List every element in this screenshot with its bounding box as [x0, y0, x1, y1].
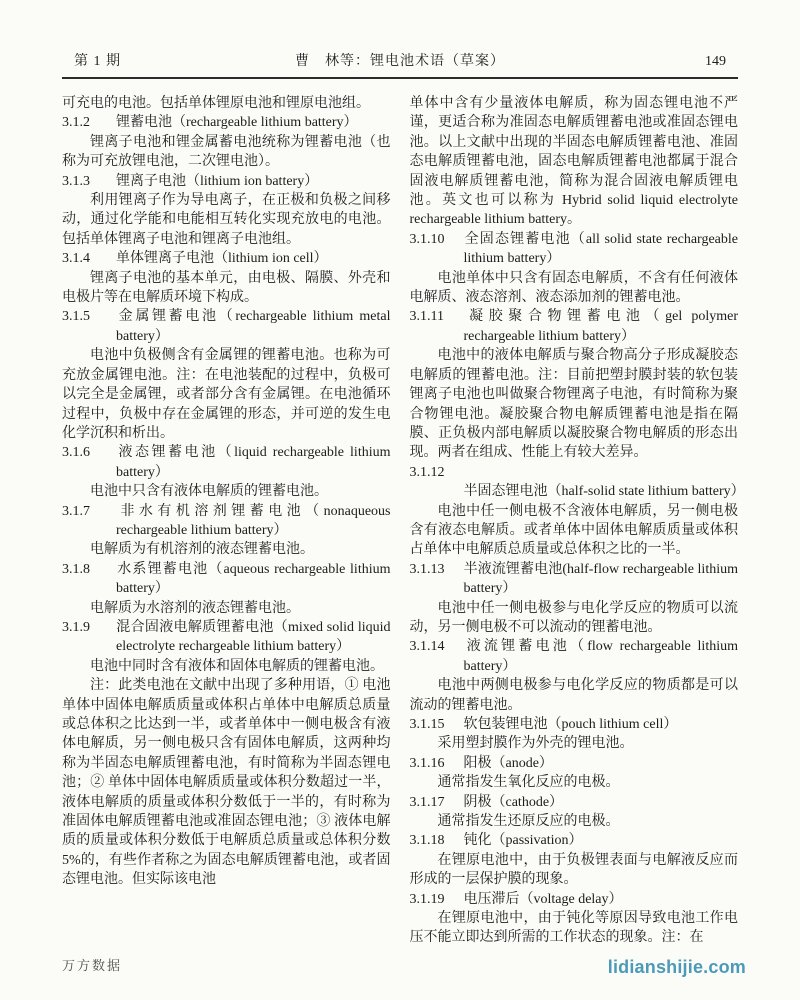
term-text: 锂离子电池（lithium ion battery） [116, 173, 319, 189]
paragraph: 电解质为有机溶剂的液态锂蓄电池。 [90, 542, 314, 558]
term-text: 阳极（anode） [463, 755, 553, 771]
term-entry [62, 560, 391, 599]
paragraph: 采用塑封膜作为外壳的锂电池。 [437, 736, 634, 752]
term-number: 3.1.12 [409, 464, 445, 480]
term-entry [410, 307, 739, 346]
paragraph: 在锂原电池中，由于钝化等原因导致电池工作电压不能立即达到所需的工作状态的现象。注：在 [409, 911, 738, 946]
term-text: 电压滞后（voltage delay） [463, 891, 623, 907]
term-text: 全固态锂蓄电池（all solid state rechargeable lithium battery） [463, 231, 738, 267]
term-entry [409, 463, 745, 502]
term-text: 锂蓄电池（rechargeable lithium battery） [116, 115, 358, 131]
term-entry [410, 637, 739, 676]
paragraph: 电池单体中只含有固态电解质，不含有任何液体电解质、液态溶剂、液态添加剂的锂蓄电池。 [409, 270, 738, 306]
header-title: 曹 林等：锂电池术语（草案） [295, 54, 505, 69]
term-number: 3.1.3 [62, 173, 90, 189]
term-text: 金属锂蓄电池（rechargeable lithium metal battery） [116, 309, 391, 344]
term-number: 3.1.9 [62, 619, 90, 635]
paragraph: 注：此类电池在文献中出现了多种用语，① 电池单体中固体电解质质量或体积占单体中电解质总质量或总体积之比达到一半，或者单体中一侧电极含有液体电解质，另一侧电极只含有固体电解质，这两种均称为半固态电解质锂蓄电池，有时简称为半固态锂电池；② 单体中固体电解质质量或体积分数超过一半，液体电解质的质量或体积分数低于一半的，有时称为准固体电解质锂蓄电池或准固态锂电池；③ 液体电解质的质量或体积分数低于电解质总质量或总体积分数 5%的，有些作者称之为固态电解质锂蓄电池，或者固态锂电池。但实际该电池 [62, 678, 391, 888]
term-text: 液态锂蓄电池（liquid rechargeable lithium battery） [116, 445, 391, 480]
term-number: 3.1.19 [409, 891, 445, 907]
wanfang-watermark: 万方数据 [62, 958, 123, 973]
paragraph: 锂离子电池和锂金属蓄电池统称为锂蓄电池（也称为可充放锂电池，二次锂电池）。 [62, 134, 391, 170]
term-text: 液流锂蓄电池（flow rechargeable lithium battery） [463, 639, 738, 674]
term-number: 3.1.18 [409, 833, 445, 849]
term-text: 单体锂离子电池（lithium ion cell） [116, 251, 328, 267]
term-number: 3.1.10 [409, 231, 445, 247]
term-entry [62, 307, 391, 346]
term-entry [62, 249, 391, 268]
term-number: 3.1.6 [62, 445, 90, 461]
term-text: 半液流锂蓄电池(half-flow rechargeable lithium battery） [463, 561, 738, 597]
paragraph: 电池中的液体电解质与聚合物高分子形成凝胶态电解质的锂蓄电池。注：目前把塑封膜封装的软包装锂离子电池也叫做聚合物锂离子电池，有时简称为聚合物锂电池。凝胶聚合物电解质锂蓄电池是指在隔膜、正负极内部电解质以凝胶聚合物电解质的形态出现。两者在组成、性能上有较大差异。 [409, 348, 738, 461]
paragraph: 单体中含有少量液体电解质，称为固态锂电池不严谨，更适合称为准固态电解质锂蓄电池或准固态锂电池。以上文献中出现的半固态电解质锂蓄电池、准固态电解质锂蓄电池，固态电解质锂蓄电池都属于混合固液电解质锂蓄电池，简称为混合固液电解质锂电池。英文也可以称为 Hybrid solid liquid electrolyte rechargeable lithium battery。 [409, 96, 738, 228]
term-entry [410, 890, 739, 909]
term-number: 3.1.7 [62, 503, 90, 519]
term-number: 3.1.14 [409, 639, 445, 655]
header-rule [62, 77, 738, 79]
term-text: 软包装锂电池（pouch lithium cell） [463, 717, 678, 732]
term-text: 阴极（cathode） [463, 794, 564, 810]
term-number: 3.1.13 [409, 561, 445, 577]
paragraph: 锂离子电池的基本单元，由电极、隔膜、外壳和电极片等在电解质环境下构成。 [62, 270, 391, 306]
term-entry [62, 443, 391, 482]
term-text: 半固态锂电池（half-solid state lithium battery） [463, 484, 745, 500]
term-entry [62, 502, 391, 541]
header-issue: 第 1 期 [74, 54, 121, 69]
term-text: 凝胶聚合物锂蓄电池（gel polymer rechargeable lithium battery） [463, 309, 738, 344]
term-entry [62, 618, 391, 657]
term-entry [410, 560, 739, 599]
term-entry [410, 793, 739, 812]
paragraph: 电池中同时含有液体和固体电解质的锂蓄电池。 [90, 658, 384, 674]
term-text: 混合固液电解质锂蓄电池（mixed solid liquid electrolyte rechargeable lithium battery） [116, 619, 391, 655]
paragraph: 电池中任一侧电极参与电化学反应的物质可以流动，另一侧电极不可以流动的锂蓄电池。 [409, 600, 738, 635]
paragraph: 电池中任一侧电极不含液体电解质，另一侧电极含有液态电解质。或者单体中固体电解质质量或体积占单体中电解质总质量或总体积之比的一半。 [409, 503, 738, 558]
page-header [62, 50, 738, 70]
term-entry [410, 230, 739, 269]
term-number: 3.1.2 [62, 115, 90, 131]
left-column [62, 94, 391, 948]
paragraph: 通常指发生氧化反应的电极。 [437, 775, 620, 791]
term-number: 3.1.16 [409, 755, 445, 771]
term-entry [410, 715, 739, 734]
term-text: 非水有机溶剂锂蓄电池（nonaqueous rechargeable lithium battery） [116, 503, 391, 538]
term-entry [62, 172, 391, 191]
term-number: 3.1.17 [409, 794, 445, 810]
paragraph: 通常指发生还原反应的电极。 [437, 814, 620, 830]
term-entry [410, 831, 739, 850]
header-page-number: 149 [705, 54, 726, 69]
site-watermark: lidianshijie.com [607, 957, 746, 977]
paragraph: 在锂原电池中，由于负极锂表面与电解液反应而形成的一层保护膜的现象。 [409, 852, 738, 888]
term-number: 3.1.11 [409, 309, 444, 325]
right-column [409, 94, 745, 948]
paragraph: 利用锂离子作为导电离子，在正极和负极之间移动，通过化学能和电能相互转化实现充放电的电池。包括单体锂离子电池和锂离子电池组。 [62, 193, 391, 247]
term-text: 钝化（passivation） [463, 833, 583, 849]
paragraph: 可充电的电池。包括单体锂原电池和锂原电池组。 [62, 96, 370, 111]
paragraph: 电池中负极侧含有金属锂的锂蓄电池。也称为可充放金属锂电池。注：在电池装配的过程中，负极可以完全是金属锂，或者部分含有金属锂。在电池循环过程中，负极中存在金属锂的形态，并可逆的发生电化学沉积和析出。 [62, 348, 391, 441]
paragraph: 电池中两侧电极参与电化学反应的物质都是可以流动的锂蓄电池。 [409, 678, 738, 713]
term-entry [62, 113, 391, 132]
article-body [62, 94, 745, 948]
term-number: 3.1.15 [409, 717, 445, 732]
paragraph: 电解质为水溶剂的液态锂蓄电池。 [90, 600, 300, 616]
term-text: 水系锂蓄电池（aqueous rechargeable lithium battery） [116, 561, 391, 597]
term-number: 3.1.8 [62, 561, 90, 577]
term-number: 3.1.4 [62, 251, 90, 267]
paragraph: 电池中只含有液体电解质的锂蓄电池。 [90, 484, 328, 500]
term-entry [410, 754, 739, 773]
term-number: 3.1.5 [62, 309, 90, 325]
